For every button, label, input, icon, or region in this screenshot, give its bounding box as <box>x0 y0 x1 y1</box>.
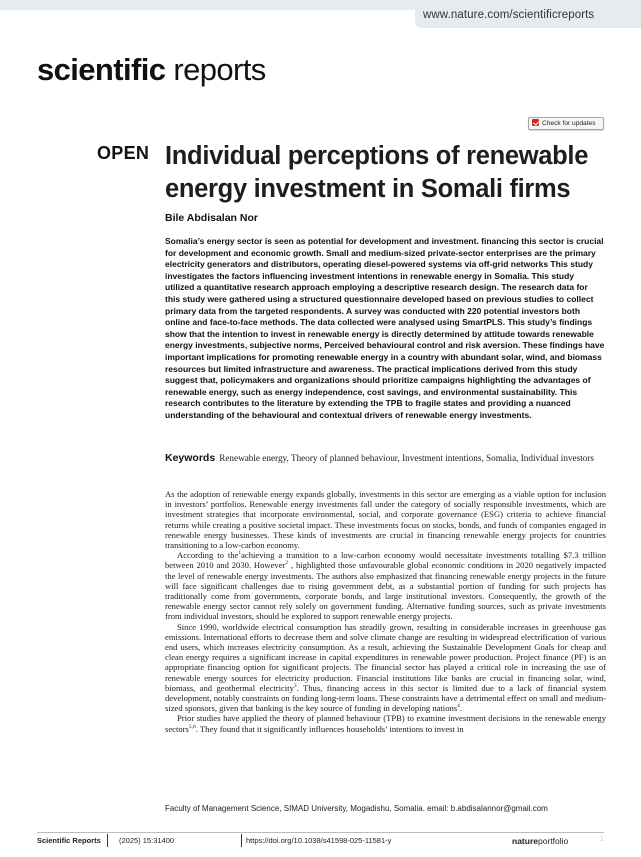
citation-4[interactable]: 4 <box>457 703 460 710</box>
abstract: Somalia’s energy sector is seen as potential for development and investment. financing this sector is crucial for development and economic growth. Small and medium-sized private-sector enterprises are the primary electricity generators and distributors, operating diesel-powered systems via off-grid networks This study investigates the factors influencing investment intentions in renewable energy in Somalia. This study utilized a quantitative research approach employing a descriptive research design. The research data for this study were gathered using a structured questionnaire developed based on previous studies to collect primary data from the targeted respondents. A survey was conducted with 220 potential investors both online and face-to-face methods. The data collected were analysed using SmartPLS. This study’s findings show that the intention to invest in renewable energy is directly determined by attitude towards renewable energy investments, subjective norms, Perceived behavioural control and risk aversion. These findings have important implications for promoting renewable energy in a country with abundant solar, wind, and biomass resources but limited infrastructure and awareness. The practical implications derived from this study suggest that, policymakers and organizations should prioritize campaigns highlighting the advantages of renewable energy, such as energy independence, cost savings, and environmental sustainability. This research contributes to the literature by extending the TPB to fragile states and providing a nuanced understanding of the behavioural and contextual drivers of renewable energy investments. <box>165 236 605 420</box>
nature-portfolio-logo <box>512 836 568 846</box>
check-updates-icon <box>532 119 539 126</box>
footer-volume: (2025) 15:31400 <box>119 836 175 845</box>
footer-divider <box>37 832 604 833</box>
p4-text-a: Prior studies have applied the theory of planned behaviour (TPB) to examine investment decisions in the renewable energy sectors <box>165 713 606 734</box>
author-name[interactable]: Bile Abdisalan Nor <box>165 212 258 224</box>
citation-5-6[interactable]: 5,6 <box>188 723 196 730</box>
p2-text-c: , highlighted those unfavourable global economic conditions in 2020 negatively impacted the level of renewable energy investments. The authors also emphasized that financing renewable energy projects in the future will face significant challenges due to rising government debt, as a substantial portion of funding for such projects has traditionally come from governments, corporate bonds, and large institutional investors. Consequently, the growth of the renewable energy sector cannot rely solely on government funding. Alternative funding sources, such as private investments from individual investors, should be explored to support renewable energy projects. <box>165 560 607 622</box>
journal-url-link[interactable]: www.nature.com/scientificreports <box>423 9 595 21</box>
publisher-light: portfolio <box>537 836 569 846</box>
p2-text-b: achieving a transition to a low-carbon economy would necessitate investments totalling $7.3 trillion between 2010 and 2030. However <box>165 550 606 571</box>
p4-text-b: . They found that it significantly influences households’ intentions to invest in <box>195 723 464 734</box>
brand-bold: scientific <box>37 52 166 87</box>
open-access-label: OPEN <box>97 143 150 163</box>
keywords-list: Renewable energy, Theory of planned behaviour, Investment intentions, Somalia, Individual investors <box>219 453 594 463</box>
p3-text-c: . <box>459 703 463 714</box>
footer-separator <box>107 834 108 847</box>
footer-journal-name: Scientific Reports <box>37 836 101 845</box>
check-updates-label: Check for updates <box>542 120 596 127</box>
journal-logo[interactable] <box>37 52 266 88</box>
keywords-section <box>165 453 605 465</box>
p3-text-b: . Thus, financing access in this sector is limited due to a lack of financial system development, notably constraints on funding long-term loans. These constraints have a detrimental effect on small and medium-sized sponsors, given that banking is the key source of funding in developing nations <box>165 682 607 714</box>
citation-1[interactable]: 1 <box>238 550 242 557</box>
paragraph-4 <box>165 713 606 733</box>
citation-2[interactable]: 2 <box>285 560 289 567</box>
paragraph-2 <box>165 550 606 621</box>
check-for-updates-button[interactable] <box>528 117 604 130</box>
paragraph-1: As the adoption of renewable energy expands globally, investments in this sector are emerging as a viable option for inclusion in investors’ portfolios. Renewable energy investments fall under the category of socially responsible investments, which are investment strategies that incorporate environmental, social, and corporate governance (ESG) criteria to achieve financial returns while creating a positive societal impact. These investments focus on stocks, bonds, and funds of companies engaged in renewable energy businesses. These kinds of investments are crucial in financing renewable energy projects for countries transitioning to a low-carbon economy. <box>165 489 606 551</box>
p3-text-a: Since 1990, worldwide electrical consumption has steadily grown, resulting in considerable increases in greenhouse gas emissions. International efforts to decrease them and solve climate change are resulting in widespread electrification of various end users, which increases electricity consumption. As a result, achieving the Sustainable Development Goals for cheap and clean energy requires a significant increase in capital expenditures in renewable power production. Project finance (PF) is an appropriate financing option for significant projects. The financial sector has played a critical role in increasing the use of renewable energy sources for electricity production. Financial institutions like banks are crucial in financing solar, wind, biomass, and geothermal electricity <box>165 621 606 693</box>
brand-light: reports <box>165 52 266 87</box>
article-body <box>165 489 606 734</box>
page-number: 1 <box>600 836 604 843</box>
keywords-heading: Keywords <box>165 452 216 464</box>
p2-text-a: According to the <box>177 550 239 561</box>
citation-3[interactable]: 3 <box>293 683 297 689</box>
author-affiliation: Faculty of Management Science, SIMAD University, Mogadishu, Somalia. email: b.abdisalannor@gmail.com <box>165 804 548 813</box>
footer-separator <box>241 834 242 847</box>
publisher-bold: nature <box>512 836 538 846</box>
article-title: Individual perceptions of renewable energy investment in Somali firms <box>165 142 589 203</box>
doi-link[interactable]: https://doi.org/10.1038/s41598-025-11581-y <box>246 836 392 845</box>
paragraph-3 <box>165 622 606 714</box>
